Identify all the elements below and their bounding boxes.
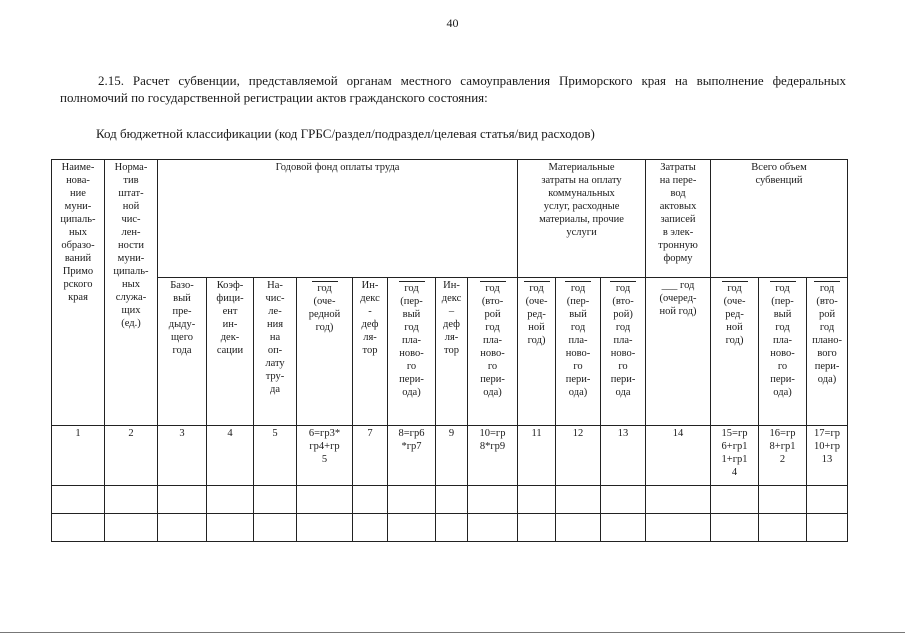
column-number-cell: 16=гр 8+гр1 2 [759,426,807,486]
column-number-row [52,426,848,486]
header-base-prev-year: Базо- вый пре- дыду- щего года [158,278,207,426]
header-label: год (оче- редной год) [308,283,341,333]
blank-year-line [312,281,338,282]
column-number-cell: 14 [646,426,711,486]
column-number-cell: 15=гр 6+гр1 1+гр1 4 [711,426,759,486]
subvention-table [51,159,848,542]
header-label: год (вто- рой) год пла- ново- го пери- ода [610,283,636,398]
blank-year-line [524,281,550,282]
header-material-current-year [518,278,556,426]
header-digital-current-year: ___ год (очеред- ной год) [646,278,711,426]
page-bottom-rule [0,632,905,633]
column-number-cell: 8=гр6 *гр7 [388,426,436,486]
header-total-plan-year-2 [807,278,848,426]
column-number-cell: 7 [353,426,388,486]
column-number-cell: 12 [556,426,601,486]
header-payroll-plan-year-2 [468,278,518,426]
page-number: 40 [446,16,459,30]
header-material-group: Материальные затраты на оплату коммунальных услуг, расходные материалы, прочие услуги [518,160,646,278]
header-label: год (вто- рой год пла- ново- го пери- ода) [480,283,505,398]
column-number-cell: 9 [436,426,468,486]
blank-year-line [565,281,591,282]
blank-year-line [610,281,636,282]
blank-year-line [480,281,506,282]
table-row [52,486,848,514]
header-total-plan-year-1 [759,278,807,426]
header-payroll-current-year [297,278,353,426]
column-number-cell: 2 [105,426,158,486]
column-number-cell: 17=гр 10+гр 13 [807,426,848,486]
header-material-plan-year-1 [556,278,601,426]
header-digital-costs: Затраты на пере- вод актовых записей в элек- тронную форму [646,160,711,278]
header-municipality: Наиме- нова- ние муни- ципаль- ных образо- ваний Примо рского края [52,160,105,426]
header-payroll-plan-year-1 [388,278,436,426]
header-label: год (оче- ред- ной год) [723,283,746,346]
header-staff-norm: Норма- тив штат- ной чис- лен- ности муни- ципаль- ных служа- щих (ед.) [105,160,158,426]
budget-code-line: Код бюджетной классификации (код ГРБС/раздел/подраздел/целевая статья/вид расходов) [96,126,595,141]
column-number-cell: 10=гр 8*гр9 [468,426,518,486]
header-deflator-1: Ин- декс - деф ля- тор [353,278,388,426]
column-number-cell: 13 [601,426,646,486]
header-label: год (пер- вый год пла- ново- го пери- ода) [399,283,424,398]
header-material-plan-year-2 [601,278,646,426]
header-total-group: Всего объем субвенций [711,160,848,278]
column-number-cell: 4 [207,426,254,486]
column-number-cell: 5 [254,426,297,486]
table-row [52,514,848,542]
column-number-cell: 1 [52,426,105,486]
column-number-cell: 6=гр3* гр4+гр 5 [297,426,353,486]
header-label: год (пер- вый год пла- ново- го пери- ода) [565,283,591,398]
header-label: год (оче- ред- ной год) [525,283,548,346]
header-payroll-group: Годовой фонд оплаты труда [158,160,518,278]
blank-year-line [722,281,748,282]
blank-year-line [399,281,425,282]
header-label: год (вто- рой год плано- вого пери- ода) [812,283,842,385]
column-number-cell: 3 [158,426,207,486]
header-index-coef: Коэф- фици- ент ин- дек- сации [207,278,254,426]
blank-year-line [770,281,796,282]
header-accruals: На- чис- ле- ния на оп- лату тру- да [254,278,297,426]
blank-year-line [814,281,840,282]
column-number-cell: 11 [518,426,556,486]
section-paragraph: 2.15. Расчет субвенции, представляемой органам местного самоуправления Приморского края на выполнение федеральных полномочий по государственной регистрации актов гражданского состояния: [60,73,846,105]
header-deflator-2: Ин- декс – деф ля- тор [436,278,468,426]
header-total-current-year [711,278,759,426]
header-label: год (пер- вый год пла- ново- го пери- ода) [770,283,795,398]
